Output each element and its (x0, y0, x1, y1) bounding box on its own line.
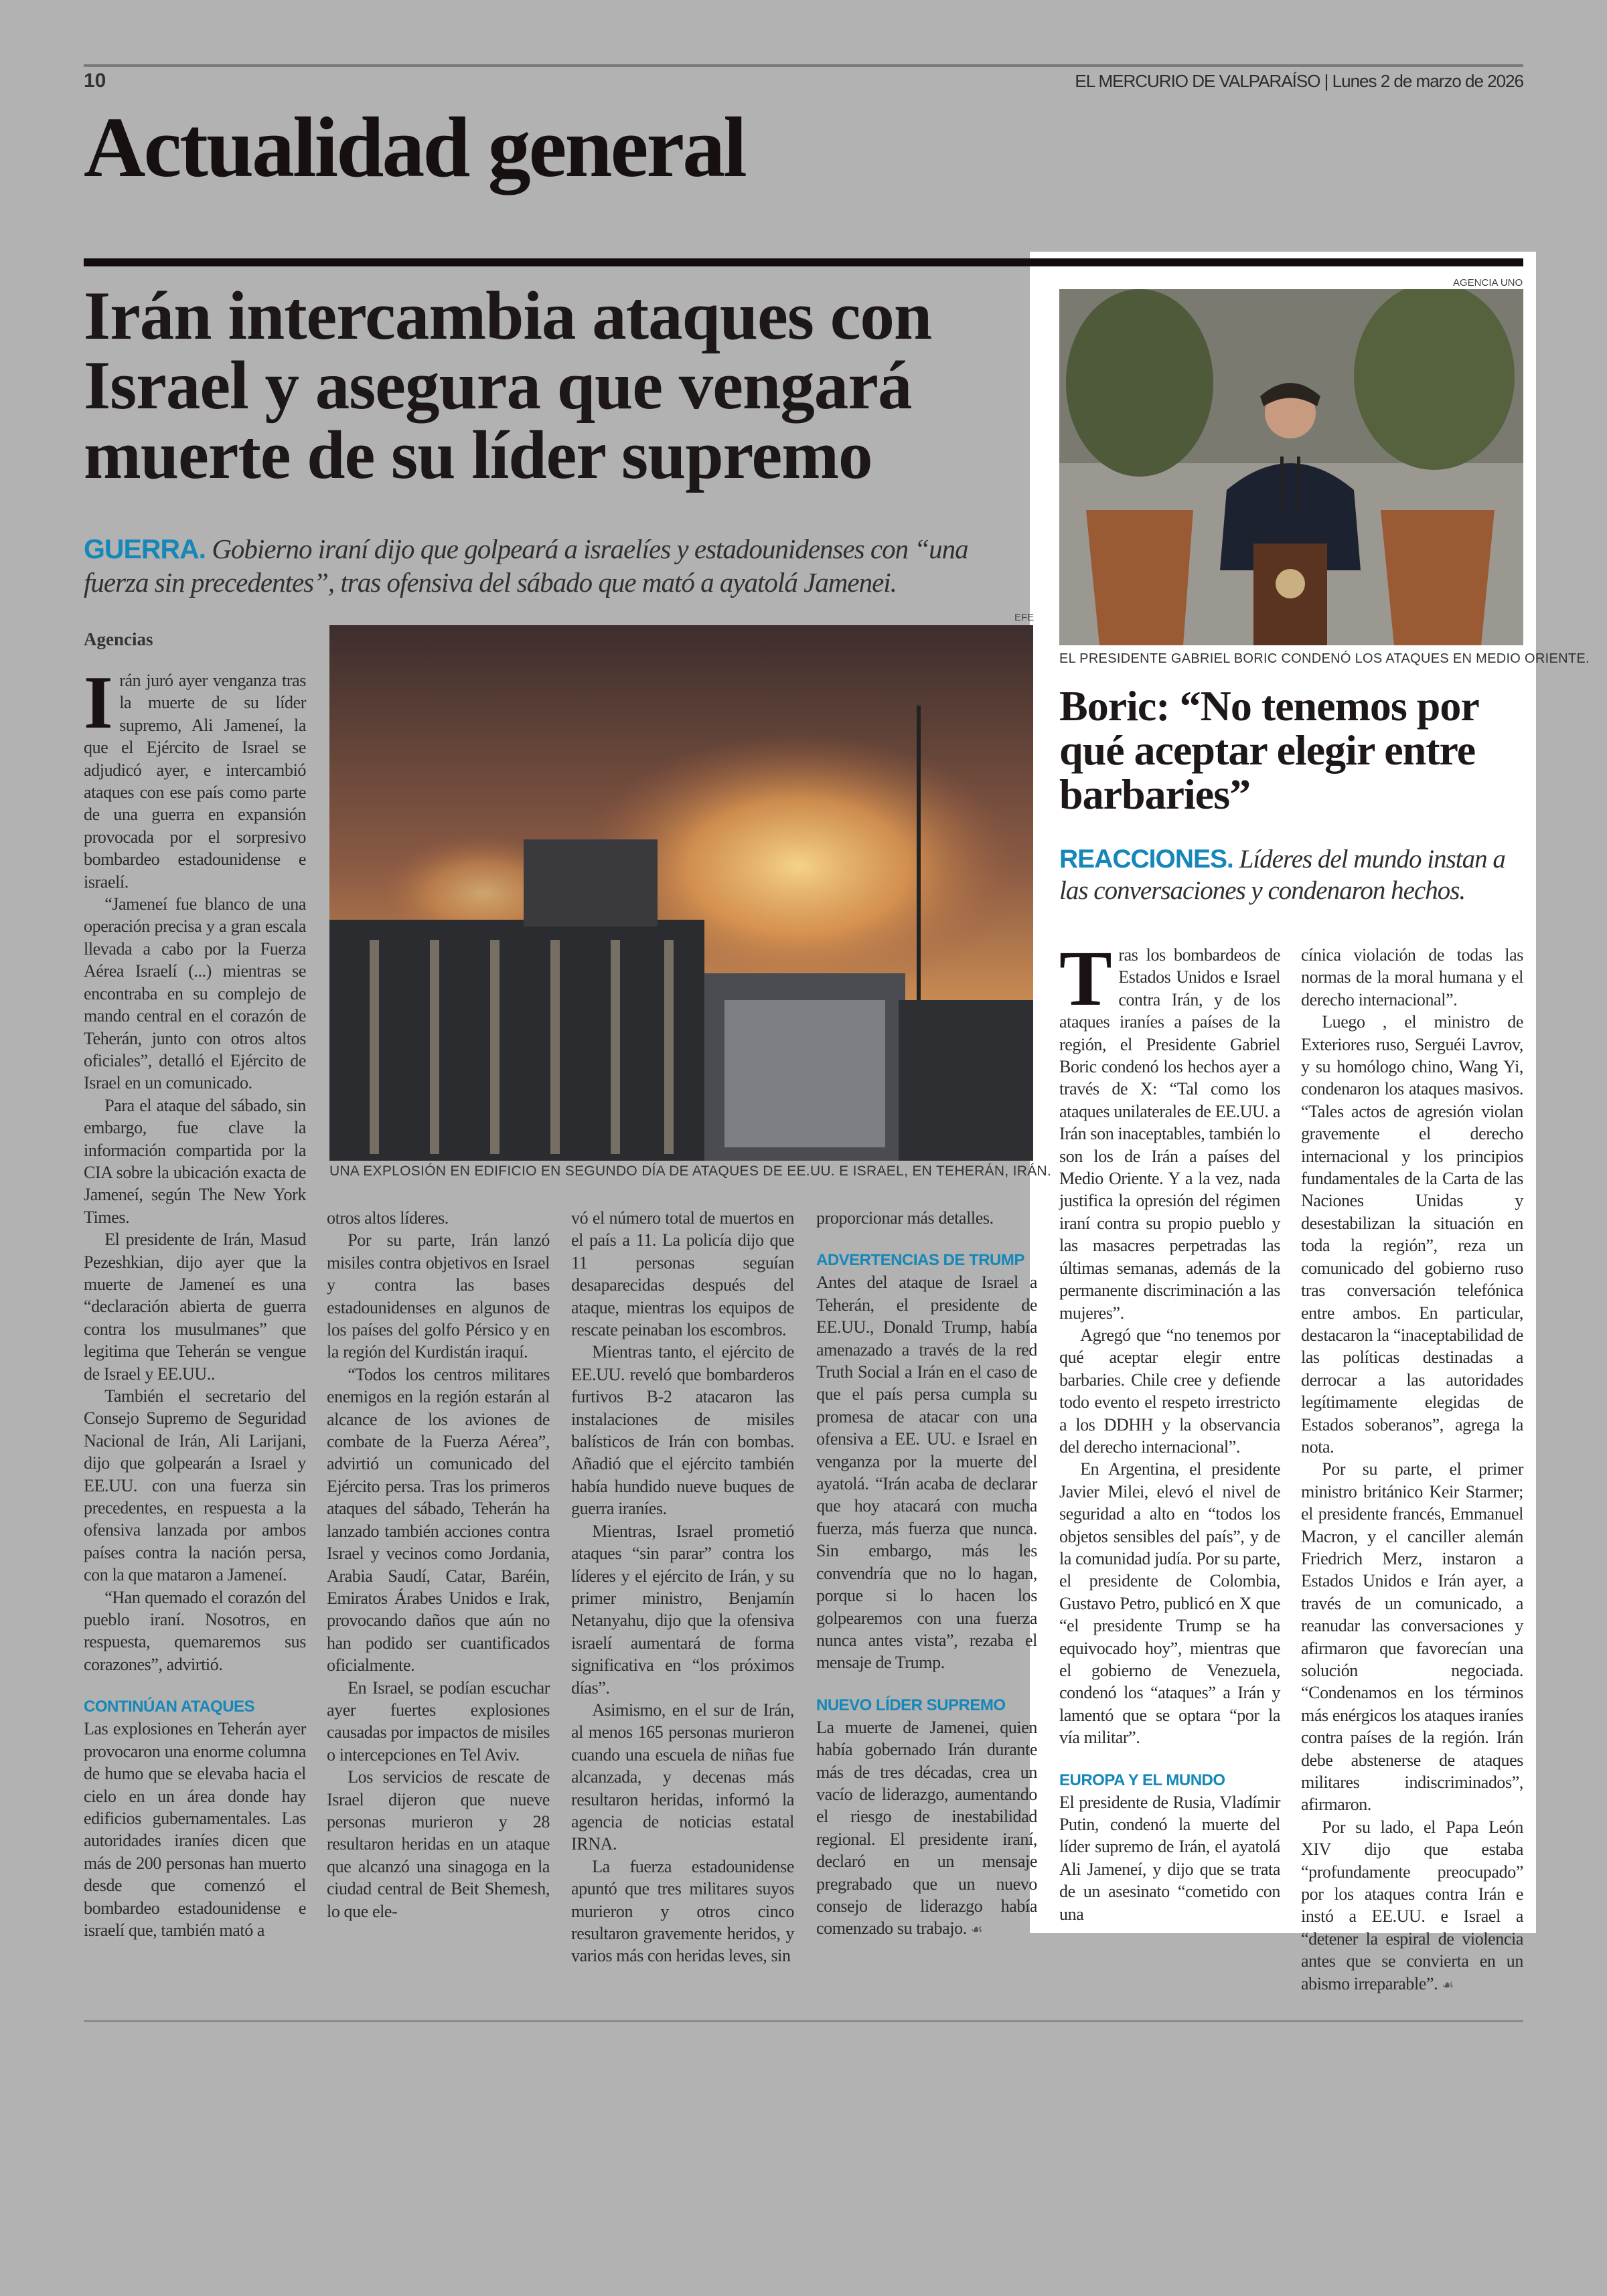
article-column-2 (327, 1207, 550, 1922)
article-column-1 (84, 661, 306, 1941)
end-mark-icon: ☙ (1442, 1976, 1454, 1993)
sidebar-deck-kicker: REACCIONES. (1059, 845, 1233, 874)
paragraph: proporcionar más detalles. (816, 1208, 994, 1228)
paragraph: El presidente de Irán, Masud Pezeshkian, dijo ayer que la muerte de Jameneí es una “declaración abierta de guerra contra los musulmanes” que legitima que Teherán se vengue de Israel y EE.UU.. (84, 1230, 306, 1384)
paragraph: Las explosiones en Teherán ayer provocaron una enorme columna de humo que se elevaba hacia el cielo en un área donde hay edificios gubernamentales. Las autoridades iraníes dicen que más de 200 personas han muerto desde que comenzó el bombardeo estadounidense e israelí que, también mató a (84, 1719, 306, 1940)
subhead-continuan-ataques: CONTINÚAN ATAQUES (84, 1698, 255, 1716)
sidebar-photo-credit: AGENCIA UNO (1453, 277, 1523, 289)
paragraph: Asimismo, en el sur de Irán, al menos 165 personas murieron cuando una escuela de niñas fue alcanzada, y decenas más resultaron heridas, informó la agencia de noticias estatal IRNA. (571, 1700, 794, 1854)
paragraph: En Israel, se podían escuchar ayer fuertes explosiones causadas por impactos de misiles o intercepciones en Tel Aviv. (327, 1677, 550, 1765)
paragraph: vó el número total de muertos en el país a 11. La policía dijo que 11 personas seguían desaparecidas después del ataque, mientras los equipos de rescate peinaban los escombros. (571, 1208, 794, 1340)
paragraph: Agregó que “no tenemos por qué aceptar elegir entre barbaries. Chile cree y defiende todo evento el respeto irrestricto a los DDHH y la observancia del derecho internacional”. (1059, 1325, 1280, 1457)
boric-photo (1059, 289, 1523, 645)
paragraph: También el secretario del Consejo Supremo de Seguridad Nacional de Irán, Ali Larijani, dijo que golpearán a Israel y EE.UU. con una fuerza sin precedentes, en respuesta a la ofensiva lanzada por ambos países contra la nación persa, con la que mataron a Jameneí. (84, 1386, 306, 1585)
sidebar-column-2 (1301, 944, 1523, 1996)
article-column-3 (571, 1207, 794, 1967)
paragraph: Por su parte, el primer ministro británico Keir Starmer; el presidente francés, Emmanuel Macron, y el canciller alemán Friedrich Merz, instaron a Estados Unidos e Irán ayer, a través de un comunicado, a reanudar las conversaciones y afirmaron que favorecían una solución negociada. “Condenamos en los términos más enérgicos los ataques iraníes contra países de la región. Irán debe abstenerse de ataques militares indiscriminados”, afirmaron. (1301, 1459, 1523, 1815)
subhead-advertencias-trump: ADVERTENCIAS DE TRUMP (816, 1251, 1024, 1270)
paragraph: Por su lado, el Papa León XIV dijo que estaba “profundamente preocupado” por los ataques contra Irán e instó a EE.UU. e Israel a “detener la espiral de violencia antes que se convierta en un abismo irreparable”. (1301, 1817, 1523, 1993)
main-photo-caption: UNA EXPLOSIÓN EN EDIFICIO EN SEGUNDO DÍA DE ATAQUES DE EE.UU. E ISRAEL, EN TEHERÁN, IRÁN. (329, 1163, 1052, 1179)
paragraph: rán juró ayer venganza tras la muerte de su líder supremo, Ali Jameneí, la que el Ejército de Israel se adjudicó ayer, e intercambió ataques con ese país como parte de una guerra en expansión provocada por el sorpresivo bombardeo estadounidense e israelí. (84, 671, 306, 892)
paragraph: otros altos líderes. (327, 1208, 449, 1228)
paragraph: El presidente de Rusia, Vladímir Putin, condenó la muerte del líder supremo de Irán, el ayatolá Ali Jameneí, y dijo que se trata de un asesinato “cometido con una (1059, 1792, 1280, 1924)
drop-cap: I (84, 661, 113, 744)
dateline: EL MERCURIO DE VALPARAÍSO | Lunes 2 de marzo de 2026 (1075, 71, 1523, 91)
main-headline: Irán intercambia ataques con Israel y asegura que vengará muerte de su líder supremo (84, 278, 932, 493)
bottom-rule (84, 2020, 1523, 2022)
sidebar-column-1 (1059, 934, 1280, 1925)
deck-text: Gobierno iraní dijo que golpeará a israelíes y estadounidenses con “una fuerza sin precedentes”, tras ofensiva del sábado que mató a ayatolá Jamenei. (84, 534, 968, 598)
paragraph: Antes del ataque de Israel a Teherán, el presidente de EE.UU., Donald Trump, había amenazado a través de la red Truth Social a Irán en el caso de que el país persa cumpla su promesa de atacar con una ofensiva a EE. UU. e Israel en venganza por la muerte del ayatolá. “Irán acaba de declarar que hoy atacará con mucha fuerza, más fuerza que nunca. Sin embargo, más les convendría que no lo hagan, porque si lo hacen los golpearemos con una fuerza nunca antes vista”, rezaba el mensaje de Trump. (816, 1273, 1037, 1673)
subhead-nuevo-lider: NUEVO LÍDER SUPREMO (816, 1696, 1006, 1714)
paragraph: “Todos los centros militares enemigos en la región estarán al alcance de los aviones de combate de la Fuerza Aérea”, advirtió un comunicado del Ejército persa. Tras los primeros ataques del sábado, Teherán ha lanzado también acciones contra Israel y vecinos como Jordania, Arabia Saudí, Catar, Baréin, Emiratos Árabes Unidos e Irak, provocando daños que aún no han podido ser cuantificados oficialmente. (327, 1364, 550, 1675)
main-deck (84, 532, 1035, 599)
article-column-4 (816, 1207, 1037, 1941)
sidebar-deck (1059, 843, 1528, 906)
paragraph: Por su parte, Irán lanzó misiles contra objetivos en Israel y contra las bases estadounidenses en algunos de los países del golfo Pérsico y en la región del Kurdistán iraquí. (327, 1230, 550, 1362)
page-number: 10 (84, 70, 106, 92)
paragraph: Para el ataque del sábado, sin embargo, fue clave la información compartida por la CIA sobre la ubicación exacta de Jameneí, según The New York Times. (84, 1095, 306, 1227)
byline: Agencias (84, 629, 153, 649)
section-rule (84, 258, 1523, 266)
paragraph: Mientras, Israel prometió ataques “sin parar” contra los líderes y el ejército de Irán, y su primer ministro, Benjamín Netanyahu, dijo que la ofensiva israelí aumentará de forma significativa en “los próximos días”. (571, 1521, 794, 1698)
sidebar-headline: Boric: “No tenemos por qué aceptar elegir entre barbaries” (1059, 682, 1478, 818)
paragraph: cínica violación de todas las normas de la moral humana y el derecho internacional”. (1301, 945, 1523, 1009)
paragraph: La fuerza estadounidense apuntó que tres militares suyos murieron y otros cinco resultaron gravemente heridos, y varios más con heridas leves, sin (571, 1856, 794, 1966)
photo-credit: EFE (1014, 612, 1035, 623)
paragraph: Los servicios de rescate de Israel dijeron que nueve personas murieron y 28 resultaron heridas en un ataque que alcanzó una sinagoga en la ciudad central de Beit Shemesh, lo que ele- (327, 1767, 550, 1921)
paragraph: La muerte de Jamenei, quien había gobernado Irán durante más de tres décadas, crea un vacío de liderazgo, aumentando el riesgo de inestabilidad regional. El presidente iraní, declaró en un mensaje pregrabado que un nuevo consejo de liderazgo había comenzado su trabajo. (816, 1717, 1037, 1939)
sidebar-deck-text: Líderes del mundo instan a las conversaciones y condenaron hechos. (1059, 845, 1505, 905)
paragraph: ras los bombardeos de Estados Unidos e Israel contra Irán, y de los ataques iraníes a países de la región, el Presidente Gabriel Boric condenó los hechos ayer a través de X: “Tal como los ataques unilaterales de EE.UU. a Irán son inaceptables, también lo son los de Irán a países del Medio Oriente. Y a la vez, nada justifica la opresión del régimen iraní contra su propio pueblo y las masacres perpetradas las últimas semanas, además de la permanente discriminación a las mujeres”. (1059, 945, 1280, 1323)
boric-photo-caption: EL PRESIDENTE GABRIEL BORIC CONDENÓ LOS ATAQUES EN MEDIO ORIENTE. (1059, 651, 1590, 666)
paragraph: “Jameneí fue blanco de una operación precisa y a gran escala llevada a cabo por la Fuerza Aérea Israelí (...) mientras se encontraba en su complejo de mando central en el corazón de Teherán, junto con otros altos oficiales”, detalló el Ejército de Israel en un comunicado. (84, 894, 306, 1093)
paragraph: Luego , el ministro de Exteriores ruso, Serguéi Lavrov, y su homólogo chino, Wang Yi, condenaron los ataques masivos. “Tales actos de agresión violan gravemente el derecho internacional y los principios fundamentales de la Carta de las Naciones Unidas y desestabilizan la situación en toda la región”, reza un comunicado del gobierno ruso tras conversación telefónica entre ambos. En particular, destacaron la “inaceptabilidad de las políticas destinadas a derrocar a las autoridades legítimamente elegidas de Estados soberanos”, agrega la nota. (1301, 1012, 1523, 1457)
section-title: Actualidad general (84, 100, 745, 195)
top-rule (84, 64, 1523, 67)
deck-kicker: GUERRA. (84, 534, 206, 564)
paragraph: En Argentina, el presidente Javier Milei, elevó el nivel de seguridad a alto en “todos los objetos sensibles del país”, y de la comunidad judía. Por su parte, el presidente de Colombia, Gustavo Petro, publicó en X que “el presidente Trump se ha equivocado hoy”, mientras que el gobierno de Venezuela, condenó los “ataques” a Irán y lamentó que se optara “por la vía militar”. (1059, 1459, 1280, 1748)
paragraph: Mientras tanto, el ejército de EE.UU. reveló que bombarderos furtivos B-2 atacaron las instalaciones de misiles balísticos de Irán con bombas. Añadió que el ejército también había hundido nueve buques de guerra iraníes. (571, 1342, 794, 1519)
end-mark-icon: ☙ (970, 1921, 983, 1938)
subhead-europa-mundo: EUROPA Y EL MUNDO (1059, 1771, 1225, 1789)
sidebar-drop-cap: T (1059, 934, 1112, 1022)
main-photo (329, 625, 1033, 1161)
paragraph: “Han quemado el corazón del pueblo iraní. Nosotros, en respuesta, quemaremos sus corazones”, advirtió. (84, 1587, 306, 1674)
